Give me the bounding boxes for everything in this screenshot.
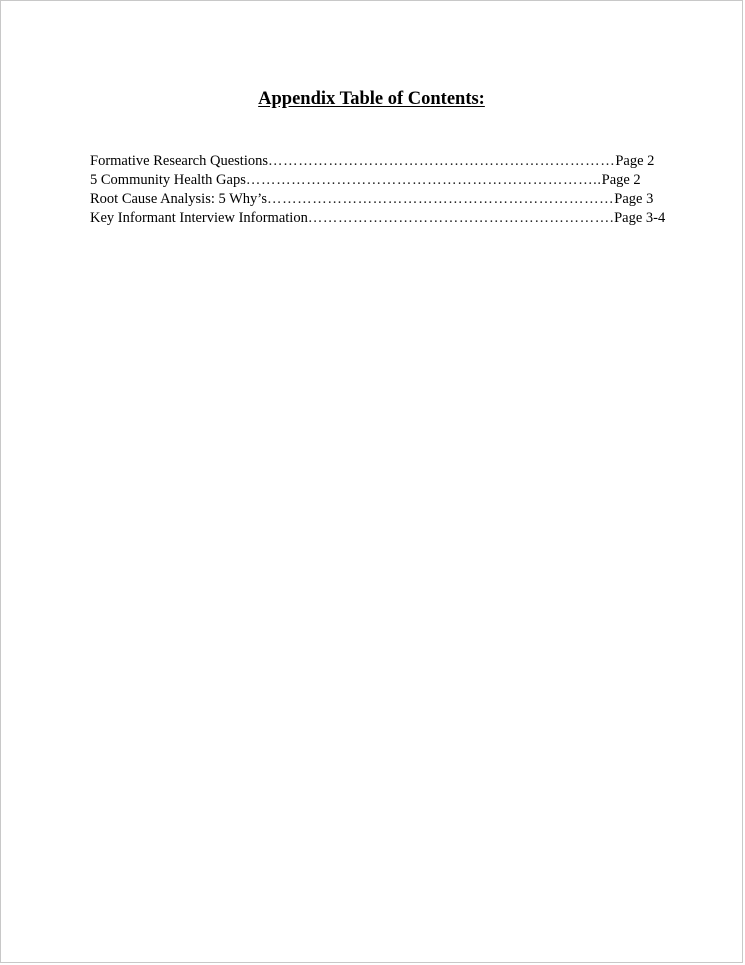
page-title: Appendix Table of Contents: xyxy=(258,89,485,109)
toc-entry-label: Formative Research Questions xyxy=(90,153,268,169)
toc-leader-dots: …………………………………………………………… xyxy=(268,153,616,169)
toc-leader-dots: ……………………………………………………. xyxy=(307,210,615,226)
table-of-contents xyxy=(90,152,690,228)
toc-entry-label: 5 Community Health Gaps xyxy=(90,172,246,188)
toc-entry-label: Key Informant Interview Information xyxy=(90,210,308,226)
toc-entry xyxy=(90,152,690,171)
toc-entry xyxy=(90,209,690,228)
toc-leader-dots: …………………………………………………………….. xyxy=(245,172,602,188)
toc-entry xyxy=(90,190,690,209)
toc-entry-page: Page 3-4 xyxy=(614,210,666,226)
toc-entry xyxy=(90,171,690,190)
toc-entry-label: Root Cause Analysis: 5 Why’s xyxy=(90,191,267,207)
toc-entry-page: Page 2 xyxy=(601,172,641,188)
toc-leader-dots: …………………………………………………………… xyxy=(266,191,615,207)
toc-entry-page: Page 3 xyxy=(614,191,654,207)
toc-entry-page: Page 2 xyxy=(615,153,655,169)
